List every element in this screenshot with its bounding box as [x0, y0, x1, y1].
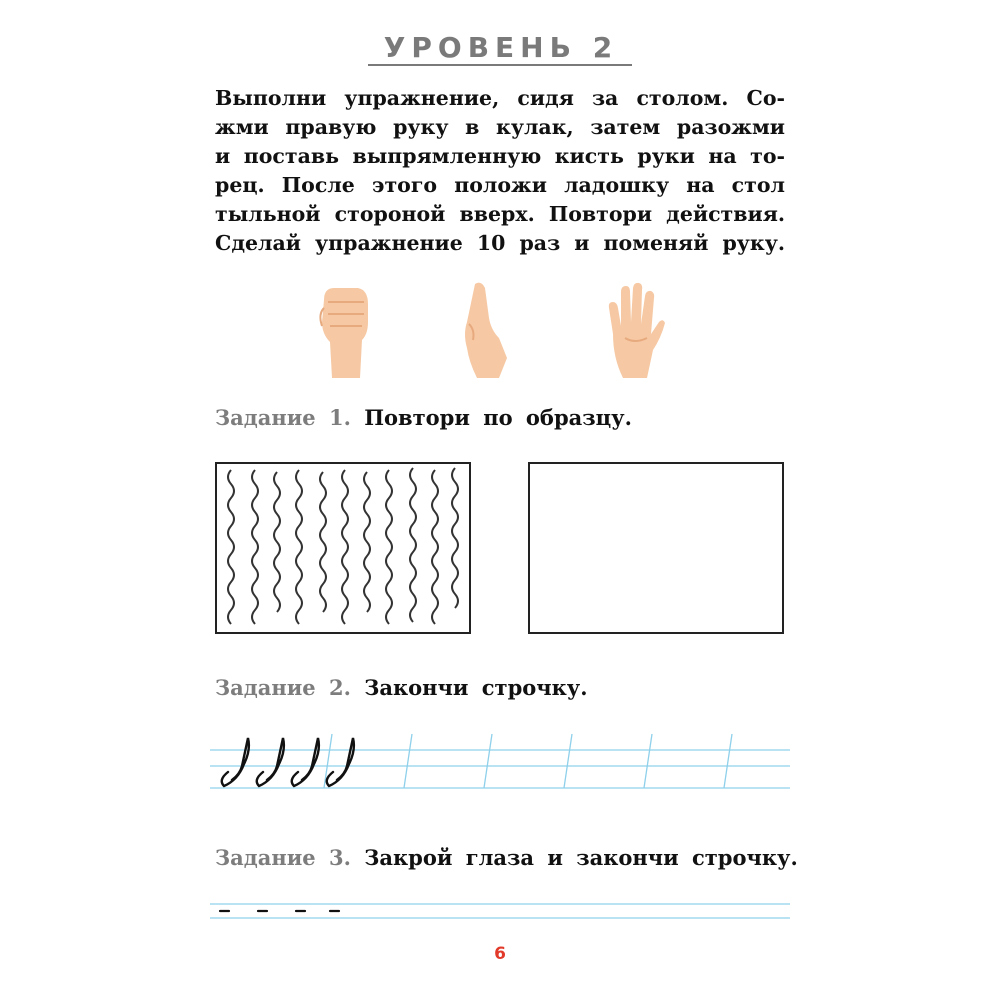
task-text: Повтори по образцу.	[364, 405, 632, 430]
hand-edge-icon	[455, 278, 515, 383]
cursive-letter	[292, 738, 319, 786]
task-label: Задание 2.	[215, 675, 351, 700]
task-3-heading	[215, 843, 798, 873]
instruction-line: Сделай упражнение 10 раз и поменяй руку.	[215, 231, 785, 255]
cursive-letter	[257, 738, 284, 786]
empty-practice-box[interactable]	[528, 462, 784, 634]
task-text: Закончи строчку.	[364, 675, 588, 700]
task-text: Закрой глаза и закончи строчку.	[364, 845, 798, 870]
cursive-letter	[222, 738, 249, 786]
sample-box	[215, 462, 471, 634]
open-palm-icon	[595, 278, 665, 383]
task-1-heading	[215, 403, 632, 433]
instruction-line: тыльной стороной вверх. Повтори действия.	[215, 202, 785, 226]
task-2-heading	[215, 673, 588, 703]
page-number: 6	[494, 944, 506, 964]
fist-icon	[310, 278, 380, 383]
title-underline	[368, 64, 632, 66]
page-title: УРОВЕНЬ 2	[383, 31, 619, 64]
wavy-lines-sample	[217, 464, 469, 632]
handwriting-line[interactable]	[210, 728, 790, 798]
instruction-line: Выполни упражнение, сидя за столом. Со-	[215, 86, 785, 110]
hand-illustrations	[300, 278, 680, 388]
task-label: Задание 1.	[215, 405, 351, 430]
instruction-line: жми правую руку в кулак, затем разожми	[215, 115, 785, 139]
blind-writing-line[interactable]	[210, 898, 790, 924]
instruction-line: и поставь выпрямленную кисть руки на то-	[215, 144, 785, 168]
task-label: Задание 3.	[215, 845, 351, 870]
instruction-paragraph	[215, 84, 785, 258]
instruction-line: рец. После этого положи ладошку на стол	[215, 173, 785, 197]
